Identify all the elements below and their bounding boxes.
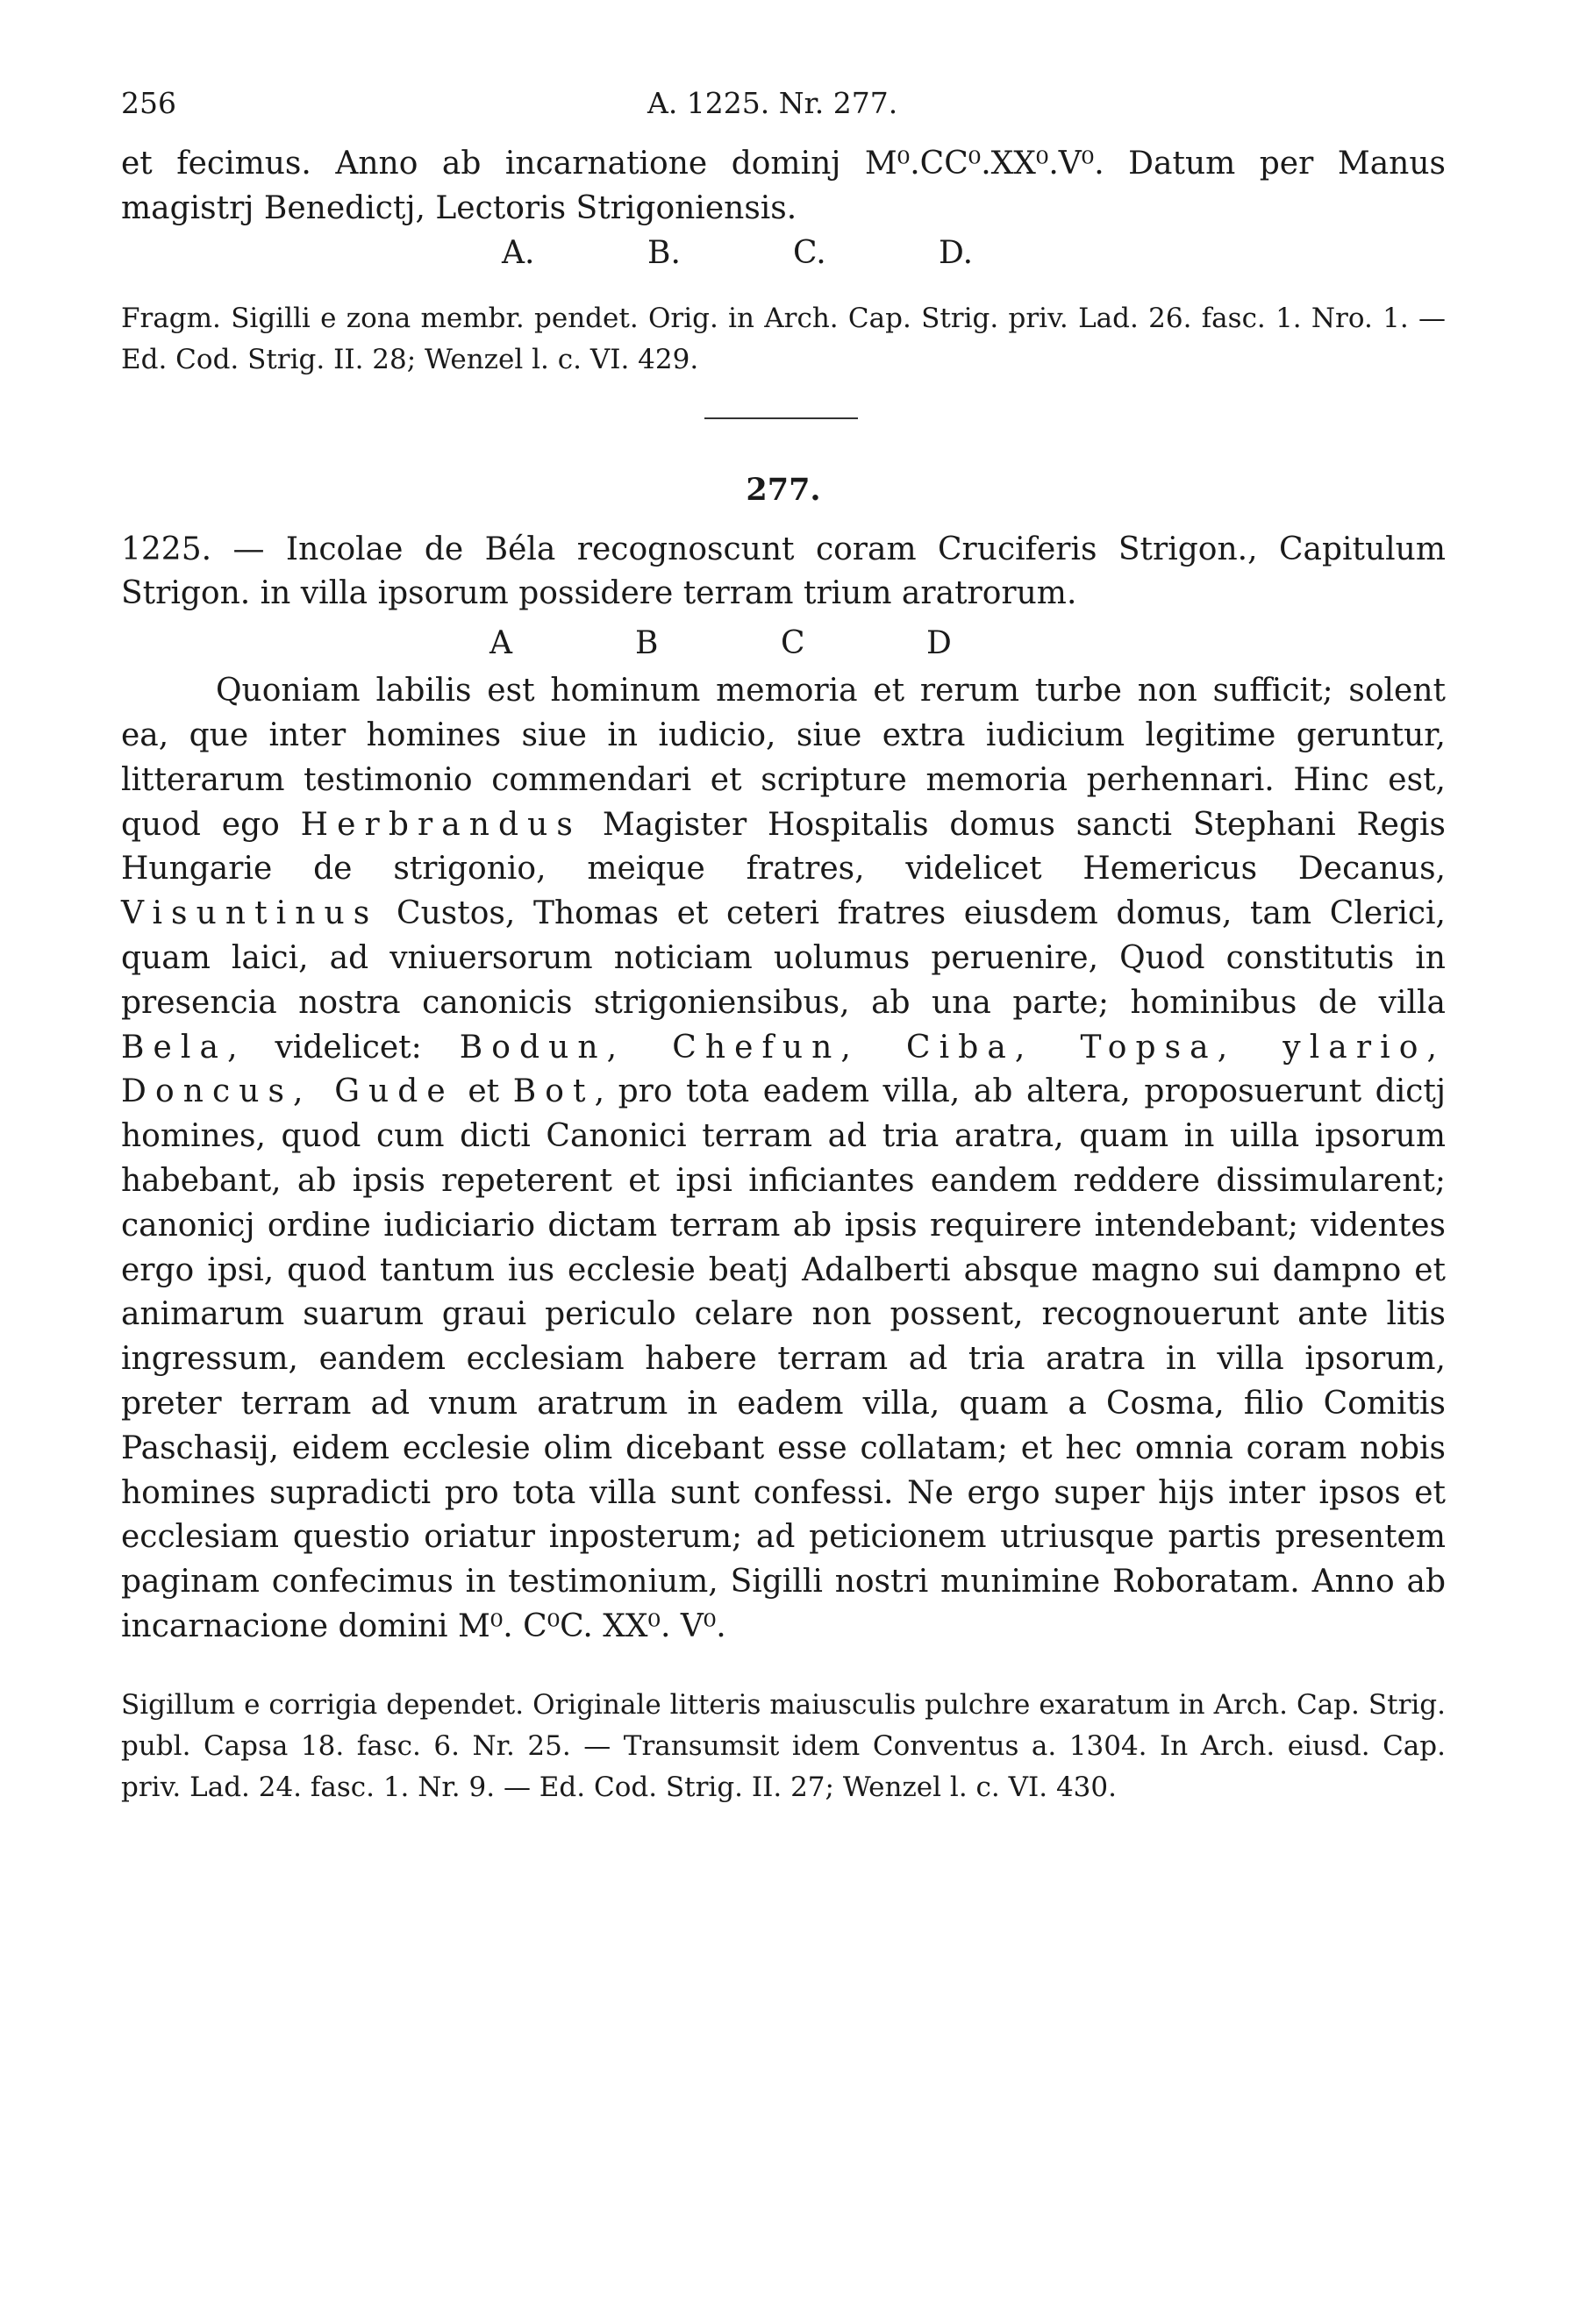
page-number: 256	[121, 86, 176, 120]
document-regest: 1225. — Incolae de Béla recognoscunt coram Cruciferis Strigon., Capitulum Strigon. in villa ipsorum possidere terram trium aratrorum.	[121, 531, 1446, 612]
charter-text-part: , videlicet:	[227, 1029, 460, 1066]
abcd-letter: B.	[647, 234, 681, 271]
abcd-letter: C	[781, 625, 805, 662]
document-abcd-row	[121, 622, 1446, 666]
running-header	[121, 86, 1446, 132]
charter-text-part: et	[454, 1073, 513, 1110]
abcd-letter: A	[489, 625, 512, 662]
abcd-letter: D.	[939, 234, 974, 271]
previous-document-note: Fragm. Sigilli e zona membr. pendet. Orig. in Arch. Cap. Strig. priv. Lad. 26. fasc. 1. Nro. 1. — Ed. Cod. Strig. II. 28; Wenzel l. c. VI. 429.	[121, 302, 1446, 375]
document-note: Sigillum e corrigia dependet. Originale litteris maiusculis pulchre exaratum in Arch. Cap. Strig. publ. Capsa 18. fasc. 6. Nr. 25. — Transumsit idem Conventus a. 1304. In Arch. eiusd. Cap. priv. Lad. 24. fasc. 1. Nr. 9. — Ed. Cod. Strig. II. 27; Wenzel l. c. VI. 430.	[121, 1688, 1446, 1803]
abcd-letter: A.	[502, 234, 535, 271]
charter-text	[121, 669, 1446, 1650]
abcd-letter: B	[635, 625, 659, 662]
page	[121, 86, 1446, 1808]
abcd-letter: C.	[793, 234, 826, 271]
abcd-letter: D	[926, 625, 952, 662]
header-title: A. 1225. Nr. 277.	[647, 86, 898, 120]
person-names-list: Bodun, Chefun, Ciba, Topsa, ylario, Doncus, Gude	[121, 1029, 1446, 1110]
document-number: 277.	[746, 471, 821, 508]
previous-abcd-row	[121, 232, 1446, 275]
charter-text-part: Custos, Thomas et ceteri fratres eiusdem domus, tam Clerici, quam laici, ad vniuersorum noticiam uolumus peruenire, Quod constitutis in presencia nostra canonicis strigoniensibus, ab una parte; hominibus de villa	[121, 895, 1446, 1021]
person-name: Bot	[512, 1073, 595, 1110]
charter-text-part: Quoniam labilis est hominum memoria et rerum turbe non sufficit; solent ea, que inter homines siue in iudicio, siue extra iudicium legitime geruntur, litterarum testimonio commendari et scripture memoria perhennari. Hinc est, quod ego	[121, 673, 1446, 843]
charter-text-part: Magister Hospitalis domus sancti Stephani Regis Hungarie de strigonio, meique fratres, videlicet Hemericus Decanus,	[121, 806, 1446, 888]
place-name: Bela	[121, 1029, 228, 1066]
person-name: Herbrandus	[300, 806, 582, 843]
person-name: Visuntinus	[121, 895, 379, 932]
charter-text-part: , pro tota eadem villa, ab altera, proposuerunt dictj homines, quod cum dicti Canonici terram ad tria aratra, quam in uilla ipsorum habebant, ab ipsis repeterent et ipsi inficiantes eandem reddere dissimularent; canonicj ordine iudiciario dictam terram ab ipsis requirere intendebant; videntes ergo ipsi, quod tantum ius ecclesie beatj Adalberti absque magno sui dampno et animarum suarum graui periculo celare non possent, recognouerunt ante litis ingressum, eandem ecclesiam habere terram ad tria aratra in villa ipsorum, preter terram ad vnum aratrum in eadem villa, quam a Cosma, filio Comitis Paschasij, eidem ecclesie olim dicebant esse collatam; et hec omnia coram nobis homines supradicti pro tota villa sunt confessi. Ne ergo super hijs inter ipsos et ecclesiam questio oriatur inposterum; ad peticionem utriusque partis presentem paginam confecimus in testimonium, Sigilli nostri munimine Roboratam. Anno ab incarnacione domini M⁰. C⁰C. XX⁰. V⁰.	[121, 1073, 1446, 1644]
section-divider	[704, 417, 858, 419]
previous-document-closing: et fecimus. Anno ab incarnatione dominj M⁰.CC⁰.XX⁰.V⁰. Datum per Manus magistrj Benedictj, Lectoris Strigoniensis.	[121, 146, 1446, 226]
